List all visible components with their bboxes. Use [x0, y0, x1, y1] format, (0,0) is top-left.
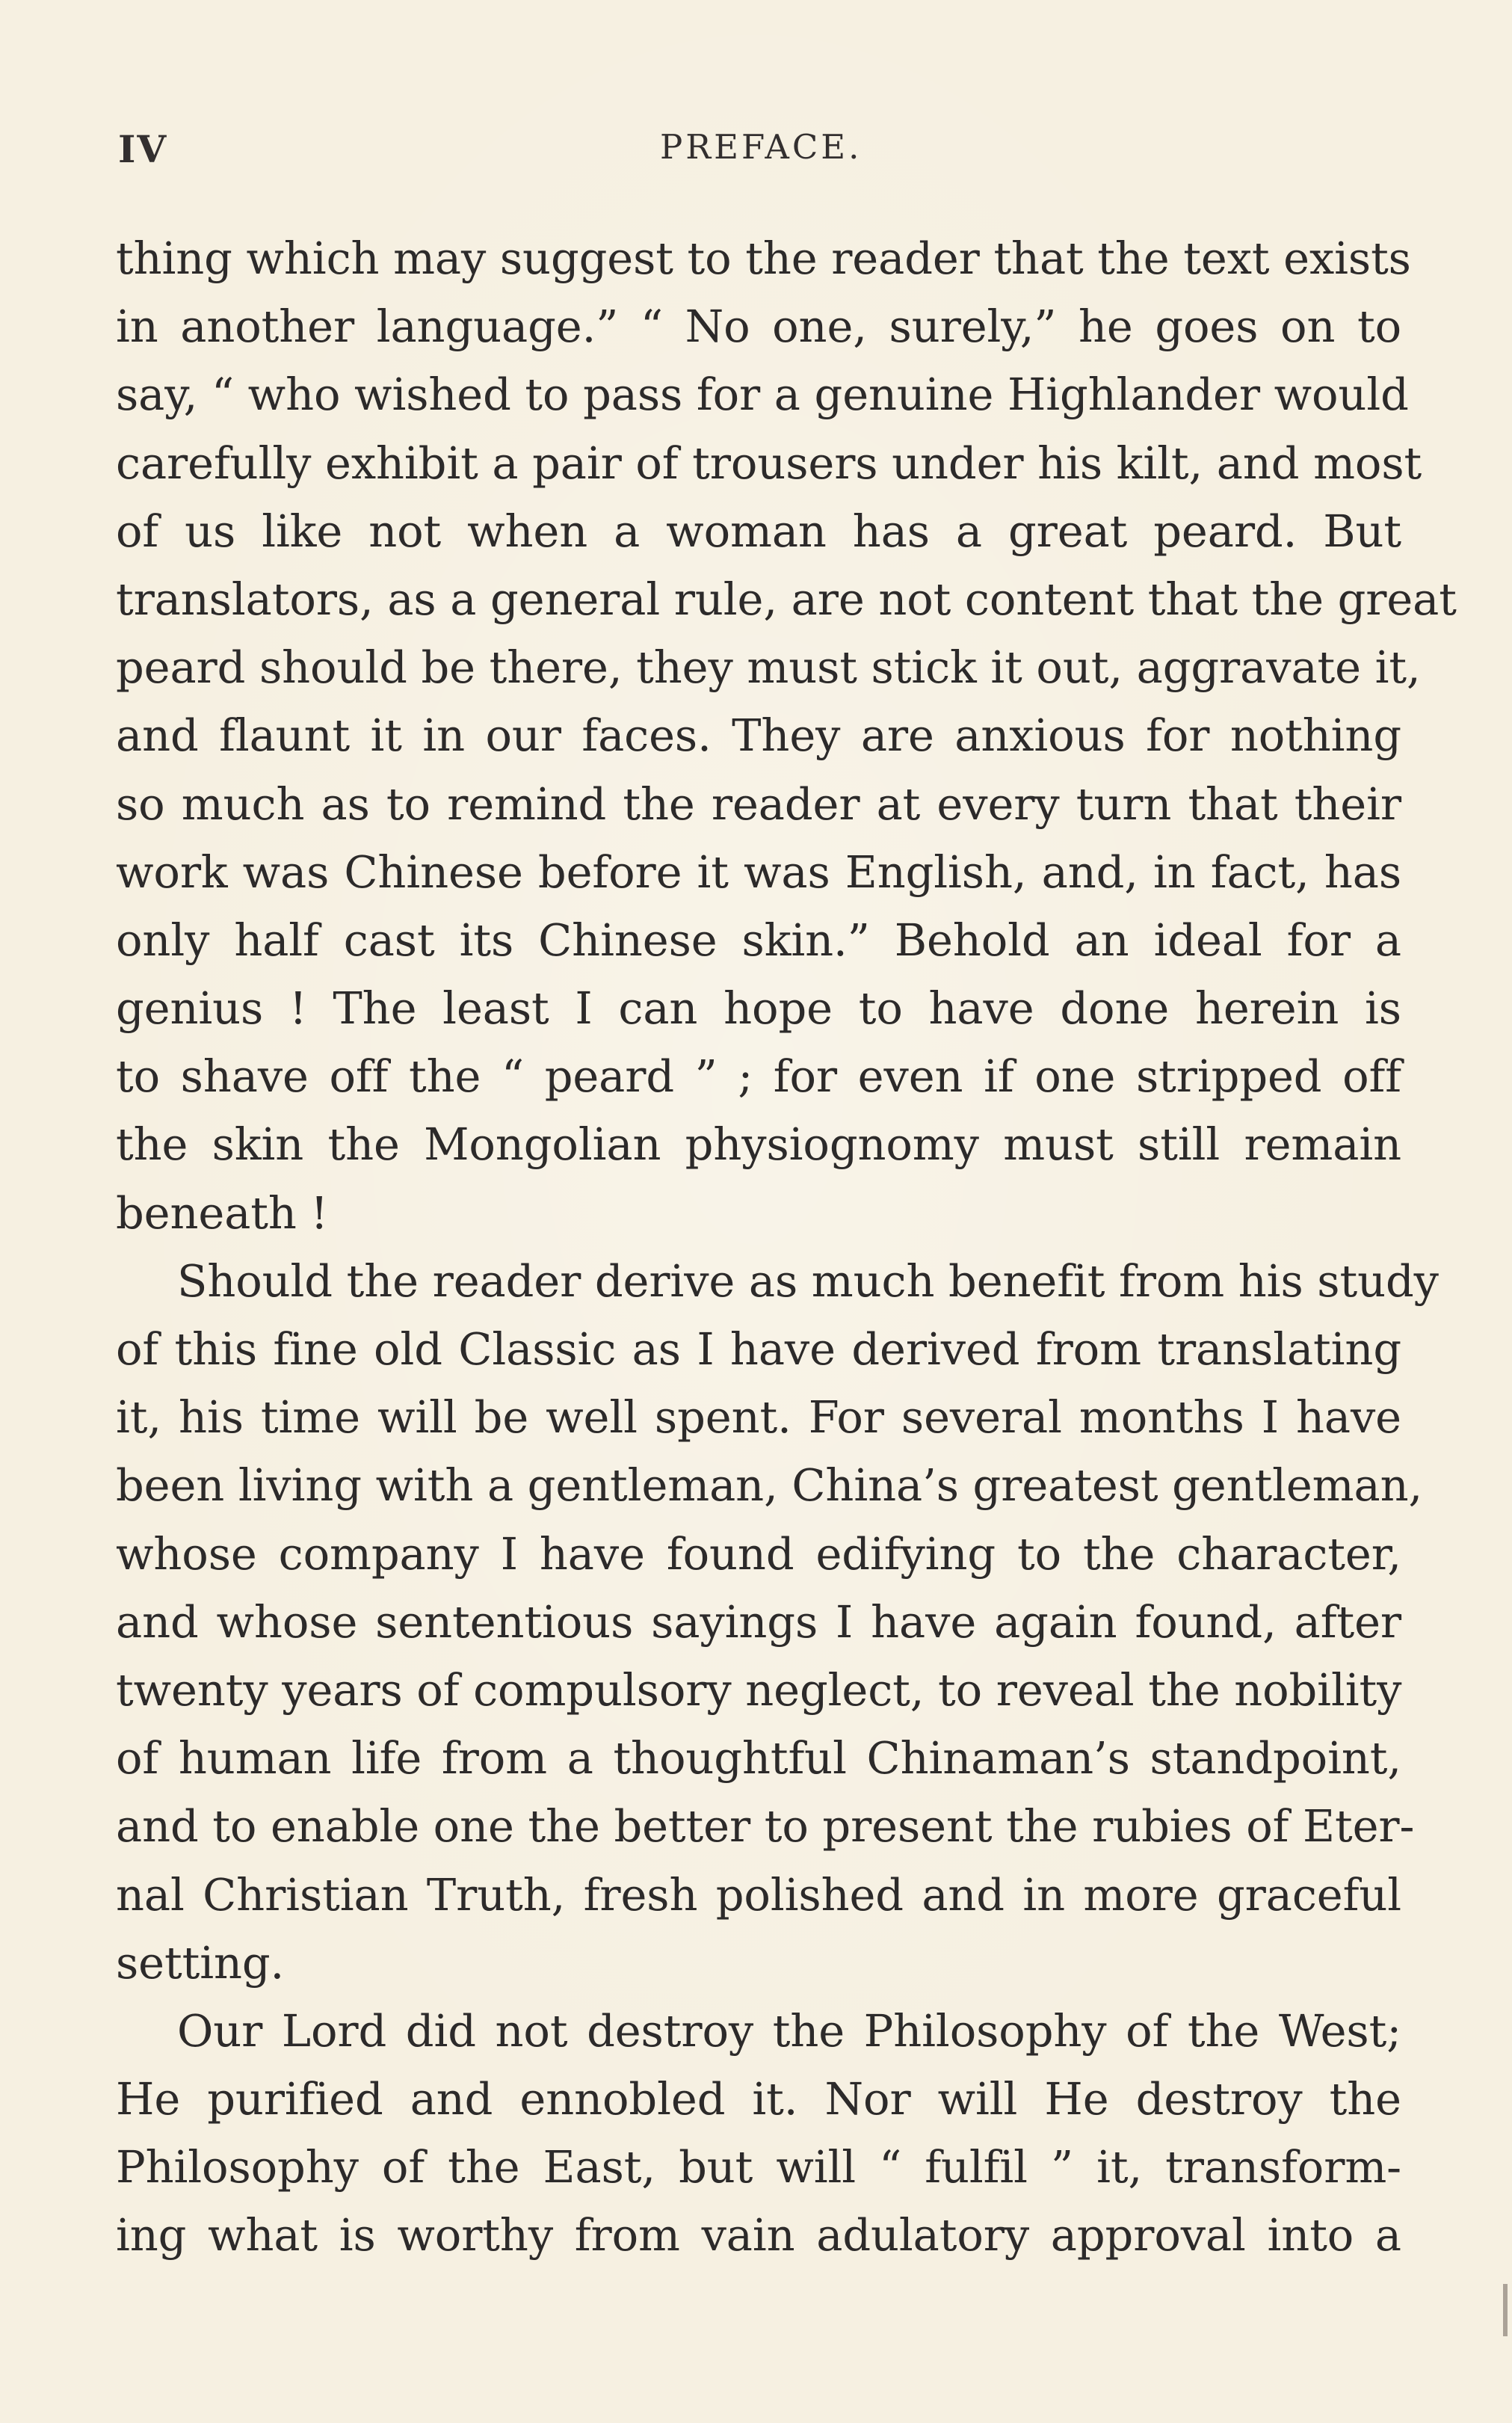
text-line: to shave off the “ peard ” ; for even if one stripped off [116, 1050, 1401, 1103]
text-line: of us like not when a woman has a great peard. But [116, 505, 1401, 557]
text-line: carefully exhibit a pair of trousers under his kilt, and most [116, 437, 1422, 489]
text-line: only half cast its Chinese skin.” Behold an ideal for a [116, 914, 1401, 966]
text-line: been living with a gentleman, China’s greatest gentleman, [116, 1459, 1423, 1512]
text-line: nal Christian Truth, fresh polished and in more graceful [116, 1868, 1401, 1921]
page-header [118, 127, 1407, 187]
text-line: and flaunt it in our faces. They are anxious for nothing [116, 709, 1401, 762]
text-line: work was Chinese before it was English, and, in fact, has [116, 846, 1401, 898]
text-line: of this fine old Classic as I have derived from translating [116, 1323, 1401, 1375]
text-line: translators, as a general rule, are not content that the great [116, 573, 1457, 625]
text-line: beneath ! [116, 1186, 329, 1239]
text-line: the skin the Mongolian physiognomy must still remain [116, 1118, 1401, 1171]
text-line: and to enable one the better to present the rubies of Eter- [116, 1800, 1415, 1853]
text-line: say, “ who wished to pass for a genuine Highlander would [116, 369, 1409, 421]
text-line: ing what is worthy from vain adulatory approval into a [116, 2209, 1401, 2262]
text-line: setting. [116, 1936, 285, 1989]
page-edge-mark [1503, 2284, 1508, 2336]
text-line: so much as to remind the reader at every turn that their [116, 778, 1401, 830]
text-line: thing which may suggest to the reader that the text exists [116, 233, 1411, 284]
text-line: peard should be there, they must stick it out, aggravate it, [116, 641, 1421, 694]
running-title: PREFACE. [660, 127, 863, 167]
paragraph-first-line: Our Lord did not destroy the Philosophy of the West; [177, 2004, 1401, 2057]
text-line: twenty years of compulsory neglect, to reveal the nobility [116, 1663, 1402, 1716]
text-line: and whose sententious sayings I have again found, after [116, 1595, 1401, 1648]
text-line: in another language.” “ No one, surely,” he goes on to [116, 301, 1401, 353]
text-line: of human life from a thoughtful Chinaman’s standpoint, [116, 1732, 1401, 1785]
text-line: Philosophy of the East, but will “ fulfil ” it, transform- [116, 2141, 1401, 2193]
text-line: He purified and ennobled it. Nor will He destroy the [116, 2073, 1401, 2125]
text-line: it, his time will be well spent. For several months I have [116, 1391, 1401, 1444]
page-number: IV [118, 127, 168, 171]
text-line: genius ! The least I can hope to have done herein is [116, 982, 1401, 1035]
paragraph-first-line: Should the reader derive as much benefit from his study [177, 1254, 1439, 1307]
body-text [116, 224, 1457, 2270]
text-line: whose company I have found edifying to the character, [116, 1527, 1401, 1580]
